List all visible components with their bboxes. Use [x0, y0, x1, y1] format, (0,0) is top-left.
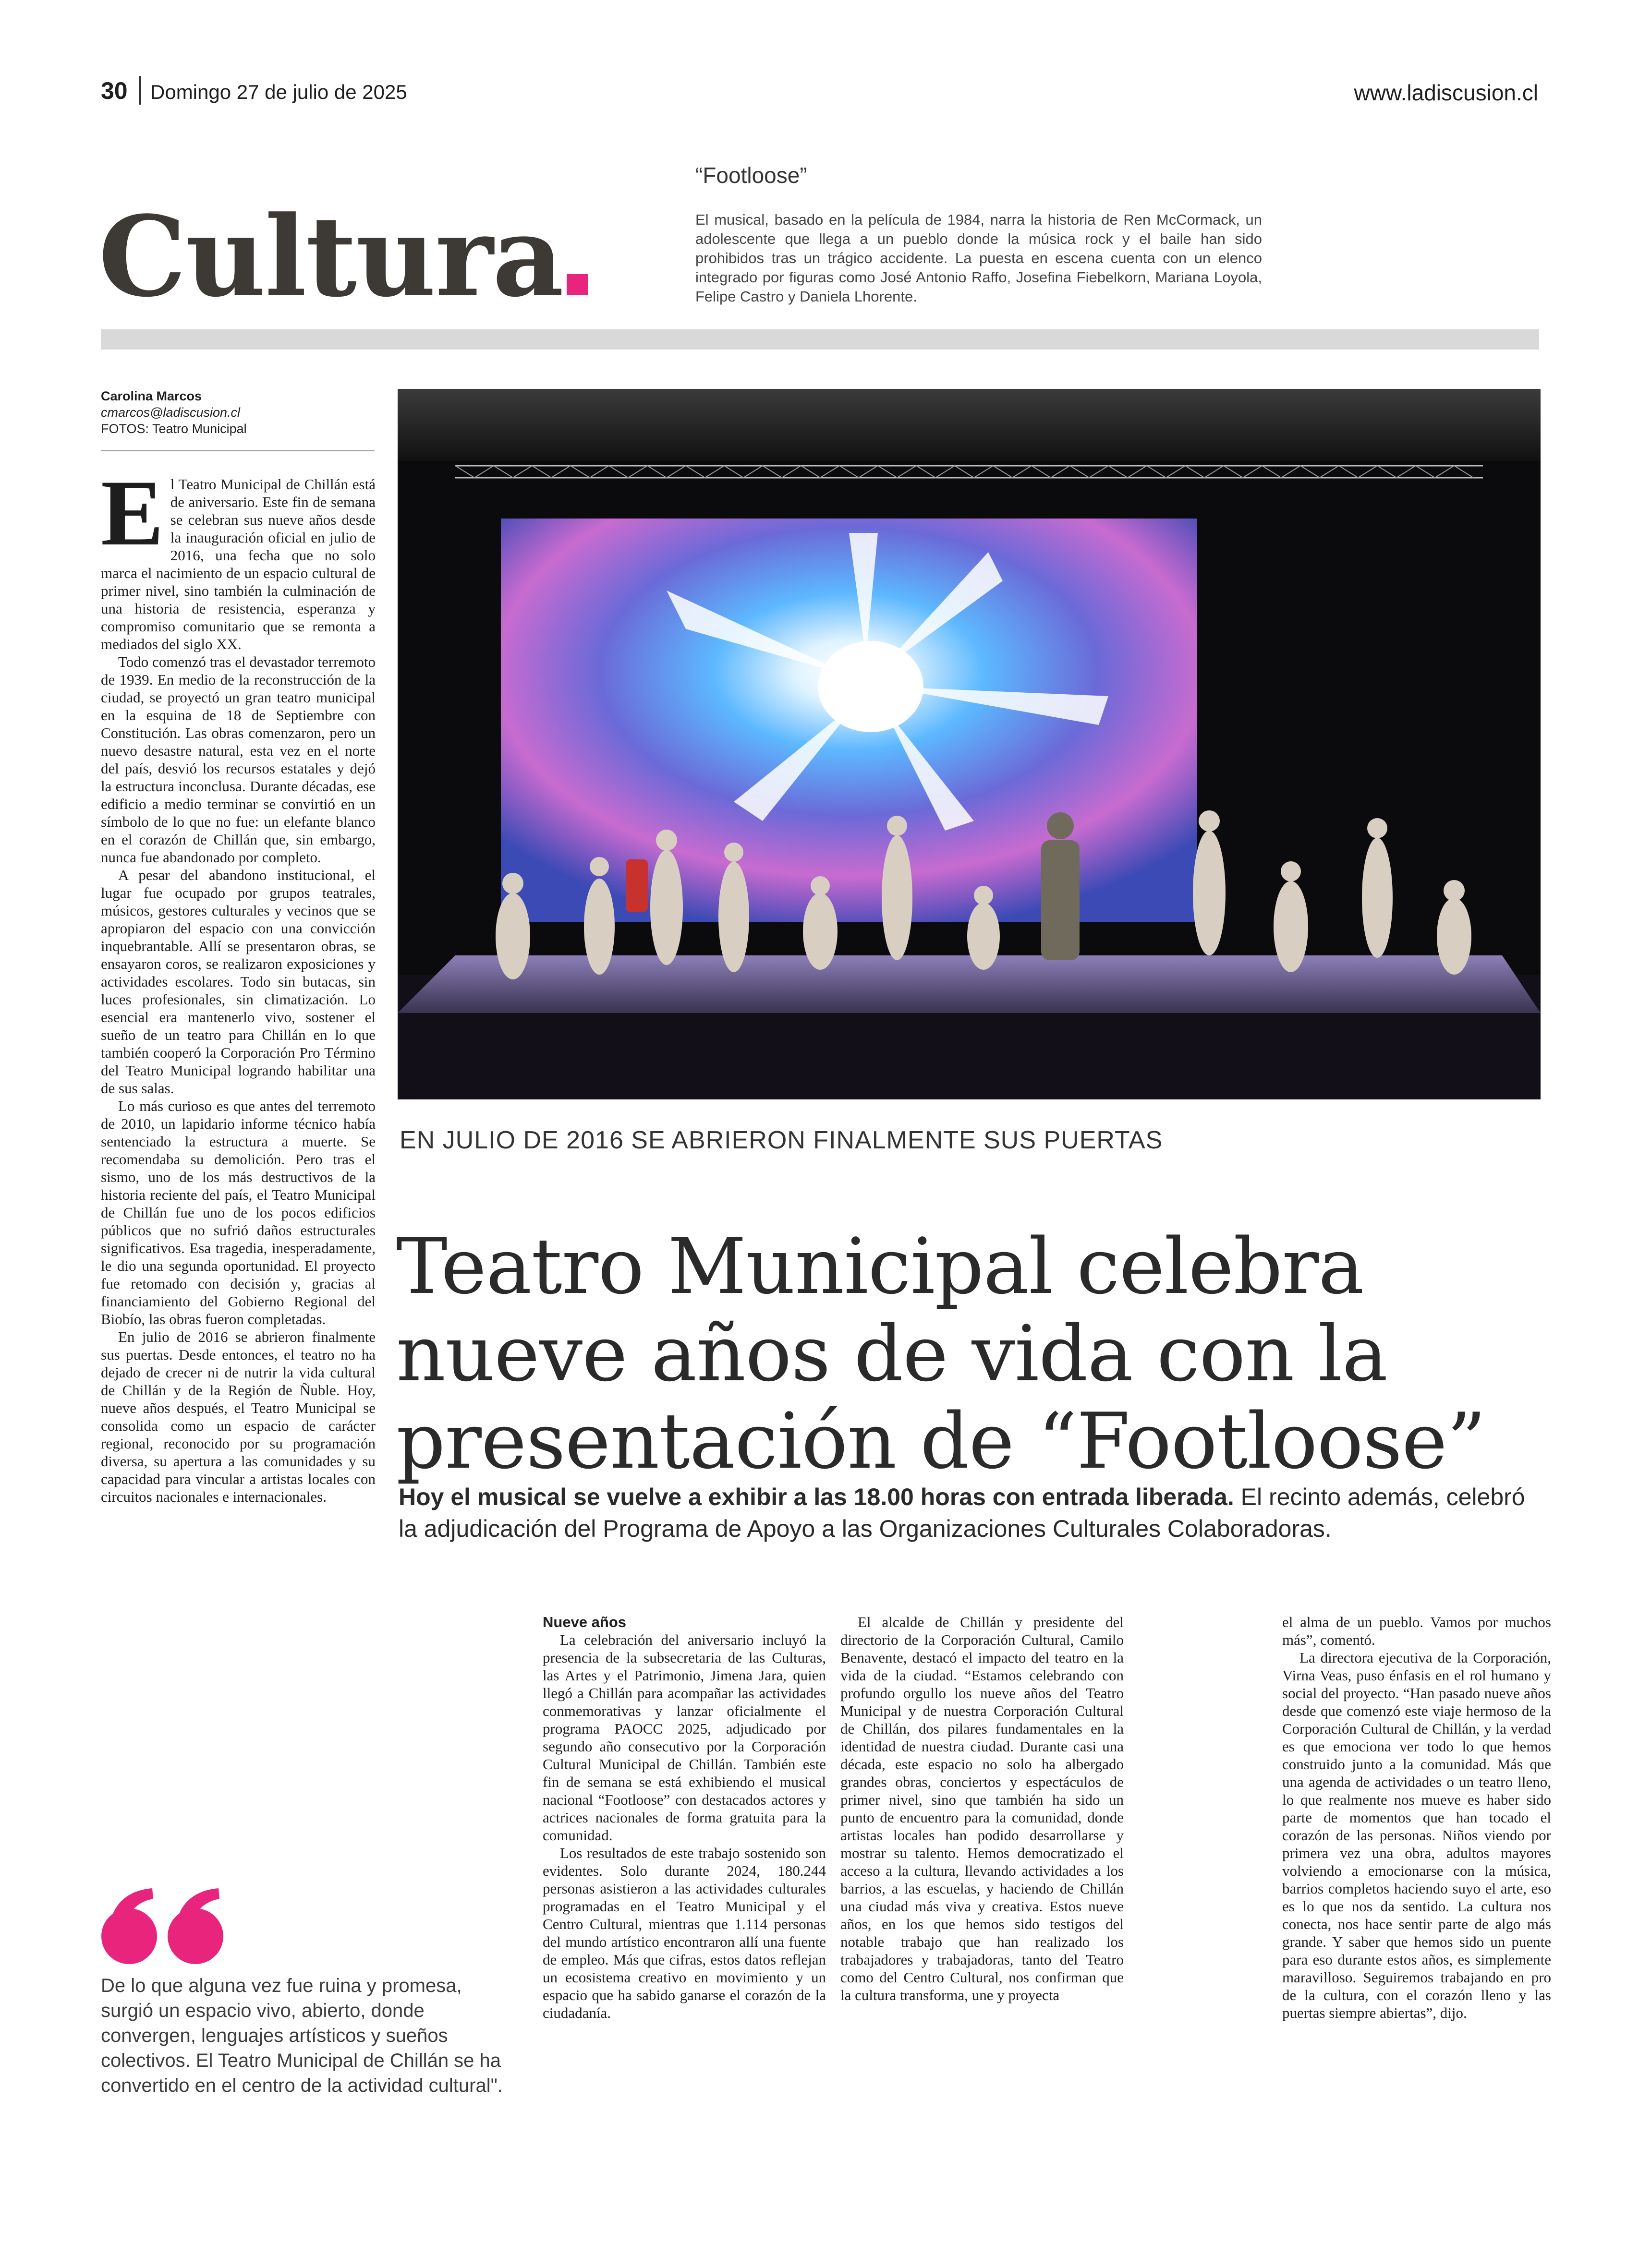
byline-author: Carolina Marcos [101, 389, 202, 403]
article-paragraph: Los resultados de este trabajo sostenido son evidentes. Solo durante 2024, 180.244 personas asistieron a las actividades culturales programadas en el Teatro Municipal y el Centro Cultural, mientras que 1.114 personas del mundo artístico encontraron allí una fuente de empleo. Más que cifras, estos datos reflejan un ecosistema creativo en movimiento y un espacio que ha sabido ganarse el corazón de la ciudadanía. [543, 1845, 826, 2021]
article-headline: Teatro Municipal celebra nueve años de vida con la presentación de “Footloose” [396, 1221, 1486, 1486]
article-paragraph: La directora ejecutiva de la Corporación, Virna Veas, puso énfasis en el rol humano y social del proyecto. “Han pasado nueve años desde que comenzó este viaje hermoso de la Corporación Cultural de Chillán, y la verdad es que emociona ver todo lo que hemos construido junto a la comunidad. Más que una agenda de actividades o un teatro lleno, lo que realmente nos mueve es haber sido parte de momentos que han tocado el corazón de las personas. Niños viendo por primera vez una obra, adultos mayores volviendo a emocionarse con la música, barrios completos haciendo suyo el arte, eso es lo que nos da sentido. La cultura nos conecta, nos hace sentir parte de algo más grande. Y saber que hemos sido un puente para eso durante estos años, es simplemente maravilloso. Seguiremos trabajando en pro de la cultura, con el corazón lleno y las puertas siempre abiertas”, dijo. [1282, 1649, 1551, 2021]
byline-email[interactable]: cmarcos@ladiscusion.cl [101, 405, 240, 420]
header-separator [139, 76, 141, 105]
article-paragraph: Todo comenzó tras el devastador terremoto de 1939. En medio de la reconstrucción de la ciudad, se proyectó un gran teatro municipal en la esquina de 18 de Septiembre con Constitución. Las obras comenzaron, pero un nuevo desastre natural, esta vez en el norte del país, desvió los recursos estatales y dejó la estructura inconclusa. Durante décadas, ese edificio a medio terminar se convirtió en un símbolo de lo que no fue: un elefante blanco en el corazón de Chillán que, sin embargo, nunca fue abandonado por completo. [101, 653, 376, 866]
drop-cap: E [101, 461, 164, 565]
article-subhead: Nueve años [543, 1614, 627, 1630]
byline-rule [101, 450, 375, 451]
section-dot [567, 274, 588, 295]
article-deck-regular: El recinto además, celebró la adjudicación del Programa de Apoyo a las Organizaciones Culturales Colaboradoras. [399, 1484, 1525, 1542]
byline [101, 388, 377, 437]
article-kicker: EN JULIO DE 2016 SE ABRIERON FINALMENTE SUS PUERTAS [400, 1126, 1163, 1154]
section-title-text: Cultura [98, 192, 563, 322]
caption-title: “Footloose” [695, 163, 807, 188]
caption-text: El musical, basado en la película de 1984, narra la historia de Ren McCormack, un adolescente que llega a un pueblo donde la música rock y el baile han sido prohibidos tras un trágico accidente. La puesta en escena cuenta con un elenco integrado por figuras como José Antonio Raffo, Josefina Fiebelkorn, Mariana Loyola, Felipe Castro y Daniela Lhorente. [695, 211, 1262, 305]
article-paragraph-text: l Teatro Municipal de Chillán está de aniversario. Este fin de semana se celebran sus nueve años desde la inauguración oficial en julio de 2016, una fecha que no solo marca el nacimiento de un espacio cultural de primer nivel, sino también la culminación de una historia de resistencia, esperanza y compromiso comunitario que se remonta a mediados del siglo XX. [101, 476, 376, 652]
pull-quote: De lo que alguna vez fue ruina y promesa, surgió un espacio vivo, abierto, donde convergen, lenguajes artísticos y sueños colectivos. El Teatro Municipal de Chillán se ha convertido en el centro de la actividad cultural". [101, 1975, 503, 2096]
article-deck [399, 1481, 1542, 1544]
website-url[interactable]: www.ladiscusion.cl [1354, 80, 1538, 105]
article-paragraph: En julio de 2016 se abrieron finalmente sus puertas. Desde entonces, el teatro no ha dejado de crecer ni de nutrir la vida cultural de Chillán y de la Región de Ñuble. Hoy, nueve años después, el Teatro Municipal se consolida como un espacio de carácter regional, reconocido por su programación diversa, su apertura a las comunidades y su capacidad para vincular a artistas locales con circuitos nacionales e internacionales. [101, 1328, 376, 1505]
quote-marks-icon [99, 1884, 229, 1966]
article-column-left [101, 461, 376, 1506]
page-date: Domingo 27 de julio de 2025 [150, 81, 407, 103]
byline-photos: FOTOS: Teatro Municipal [101, 422, 247, 436]
article-deck-bold: Hoy el musical se vuelve a exhibir a las 18.00 horas con entrada liberada. [399, 1484, 1234, 1510]
stage-photo [398, 389, 1541, 1099]
article-paragraph: Lo más curioso es que antes del terremoto de 2010, un lapidario informe técnico había sentenciado la estructura a muerte. Se recomendaba su demolición. Pero tras el sismo, uno de los más destructivos de la historia reciente del país, el Teatro Municipal de Chillán fue uno de los pocos edificios públicos que no sufrió daños estructurales significativos. Esa tragedia, inesperadamente, le dio una segunda oportunidad. El proyecto fue retomado con decisión y, gracias al financiamiento del Gobierno Regional del Biobío, las obras fueron completadas. [101, 1098, 376, 1327]
article-paragraph [101, 461, 376, 653]
section-divider-bar [101, 329, 1539, 350]
article-paragraph: el alma de un pueblo. Vamos por muchos más”, comentó. [1282, 1614, 1551, 1648]
article-paragraph: El alcalde de Chillán y presidente del directorio de la Corporación Cultural, Camilo Benavente, destacó el impacto del teatro en la vida de la ciudad. “Estamos celebrando con profundo orgullo los nueve años del Teatro Municipal y de nuestra Corporación Cultural de Chillán, dos pilares fundamentales en la identidad de nuestra ciudad. Durante casi una década, este espacio no solo ha albergado grandes obras, conciertos y espectáculos de primer nivel, sino que también ha sido un punto de encuentro para la comunidad, donde artistas locales han podido desarrollarse y mostrar su talento. Hemos democratizado el acceso a la cultura, llevando actividades a los barrios, a las escuelas, y haciendo de Chillán una ciudad más viva y creativa. Estos nueve años, en los que hemos sido testigos del notable trabajo que han realizado los trabajadores y trabajadoras, tanto del Teatro como del Centro Cultural, nos confirman que la cultura transforma, une y proyecta [840, 1614, 1124, 2003]
article-column-3 [1282, 1613, 1551, 2022]
page-number: 30 [101, 77, 128, 104]
article-paragraph: La celebración del aniversario incluyó la presencia de la subsecretaria de las Culturas, las Artes y el Patrimonio, Jimena Jara, quien llegó a Chillán para acompañar las actividades conmemorativas y lanzar oficialmente el programa PAOCC 2025, adjudicado por segundo año consecutivo por la Corporación Cultural Municipal de Chillán. También este fin de semana se está exhibiendo el musical nacional “Footloose” con destacados actores y actrices nacionales de forma gratuita para la comunidad. [543, 1631, 826, 1844]
article-column-2 [840, 1613, 1124, 2004]
article-paragraph: A pesar del abandono institucional, el lugar fue ocupado por grupos teatrales, músicos, gestores culturales y vecinos que se apropiaron del espacio con una convicción inquebrantable. Allí se presentaron obras, se ensayaron coros, se realizaron exposiciones y actividades escolares. Todo sin butacas, sin luces profesionales, sin climatización. Lo esencial era mantenerlo vivo, sostener el sueño de un teatro para Chillán en lo que también cooperó la Corporación Pro Término del Teatro Municipal logrando habilitar una de sus salas. [101, 867, 376, 1097]
article-column-1 [543, 1613, 826, 2022]
section-title [98, 192, 588, 322]
